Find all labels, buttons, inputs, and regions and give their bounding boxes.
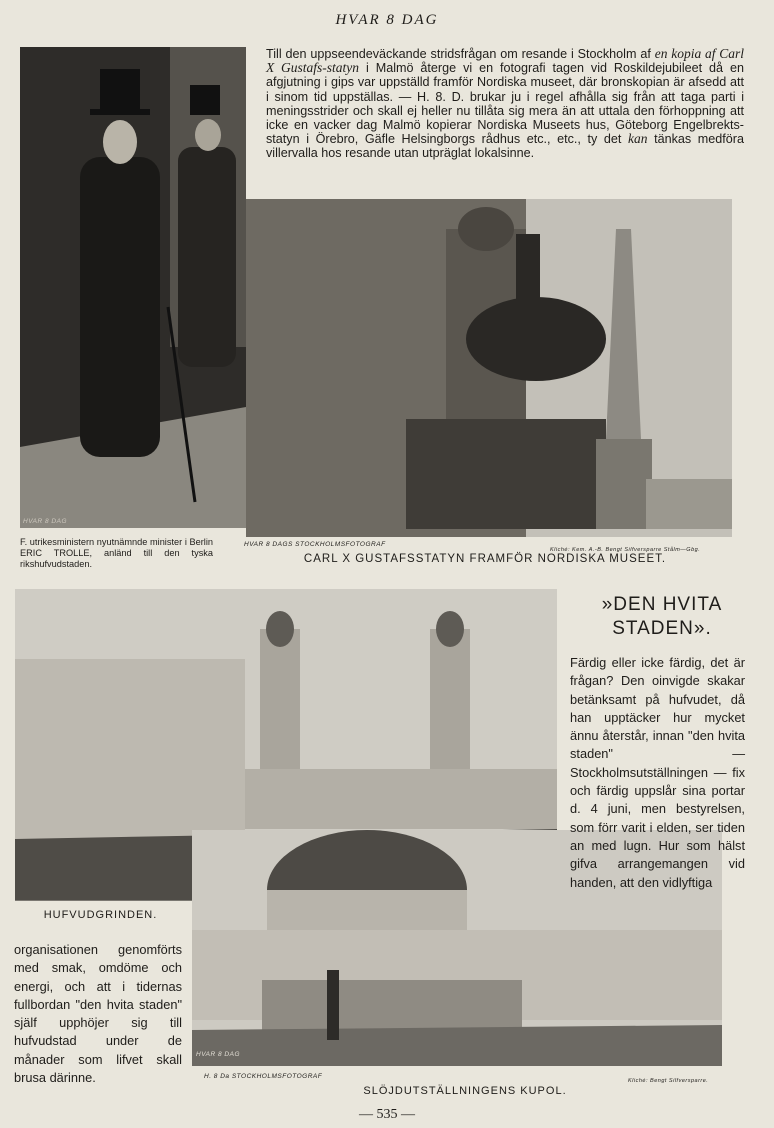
photo-watermark: HVAR 8 DAG [23, 518, 68, 525]
dome-credit-left: H. 8 Da STOCKHOLMSFOTOGRAF [204, 1073, 323, 1080]
article-body-right: Färdig eller icke färdig, det är frågan? Den oinvigde skakar betänksamt på hufvudet, då han upptäcker hur mycket ännu återstår, innan "den hvita staden" — Stockholmsutställningen — fix och färdig uppslår sina portar d. 4 juni, men bestyrelsen, som förr varit i elden, ser tiden an med lugn. Hur som hälst gifva arrangemangen vid handen, att den vidlyftiga [570, 655, 745, 890]
page-number: — 535 — [359, 1107, 415, 1122]
photo-statue [246, 199, 732, 537]
gate-caption: HUFVUDGRINDEN. [43, 909, 158, 921]
photo-eric-trolle [20, 47, 246, 528]
statue-caption: CARL X GUSTAFSSTATYN FRAMFÖR NORDISKA MUSEET. [303, 553, 667, 565]
dome-caption: SLÖJDUTSTÄLLNINGENS KUPOL. [363, 1085, 567, 1097]
statue-credit-left: HVAR 8 DAGS STOCKHOLMSFOTOGRAF [244, 541, 386, 548]
article-title-line2: STADEN». [612, 618, 712, 639]
dome-watermark: HVAR 8 DAG [196, 1051, 241, 1058]
article-body-left: organisationen genomförts med smak, omdöme och energi, och att i tidernas fullbordan "den hvita staden" själf upphöjer sig till hufvudstad under de månader som lifvet skall brusa därinne. [14, 942, 182, 1086]
article-title-line1: »DEN HVITA [601, 594, 723, 615]
dome-credit-right: Klichė: Bengt Silfversparre. [628, 1078, 709, 1084]
article-title [586, 593, 738, 641]
trolle-caption: F. utrikesministern nyutnämnde minister i Berlin ERIC TROLLE, anländ till den tyska rikshufvudstaden. [20, 537, 213, 569]
page-header: HVAR 8 DAG [335, 12, 439, 28]
intro-paragraph: Till den uppseendeväckande stridsfrågan om resande i Stockholm af en kopia af Carl X Gustafs-statyn i Malmö återge vi en fotografi tagen vid Roskildejubileet då en afgjutning i gips var uppställd framför Nordiska museet, där bronskopian är afsedd att i sinom tid uppställas. — H. 8. D. brukar ju i regel afhålla sig från att taga parti i meningsstrider och skall ej heller nu tillåta sig mera än att uttala den förhoppning att icke en vacker dag Malmö kopierar Nordiska Museets hus, Göteborg Engelbrekts-statyn i Örebro, Gäfle Helsingborgs rådhus etc., etc., ty det kan tänkas medföra villervalla hos resande utan utpräglat lokalsinne. [266, 46, 745, 161]
statue-credit-right: Klichė: Kem. A.-B. Bengt Silfversparre Stålm—Gbg. [550, 547, 701, 553]
